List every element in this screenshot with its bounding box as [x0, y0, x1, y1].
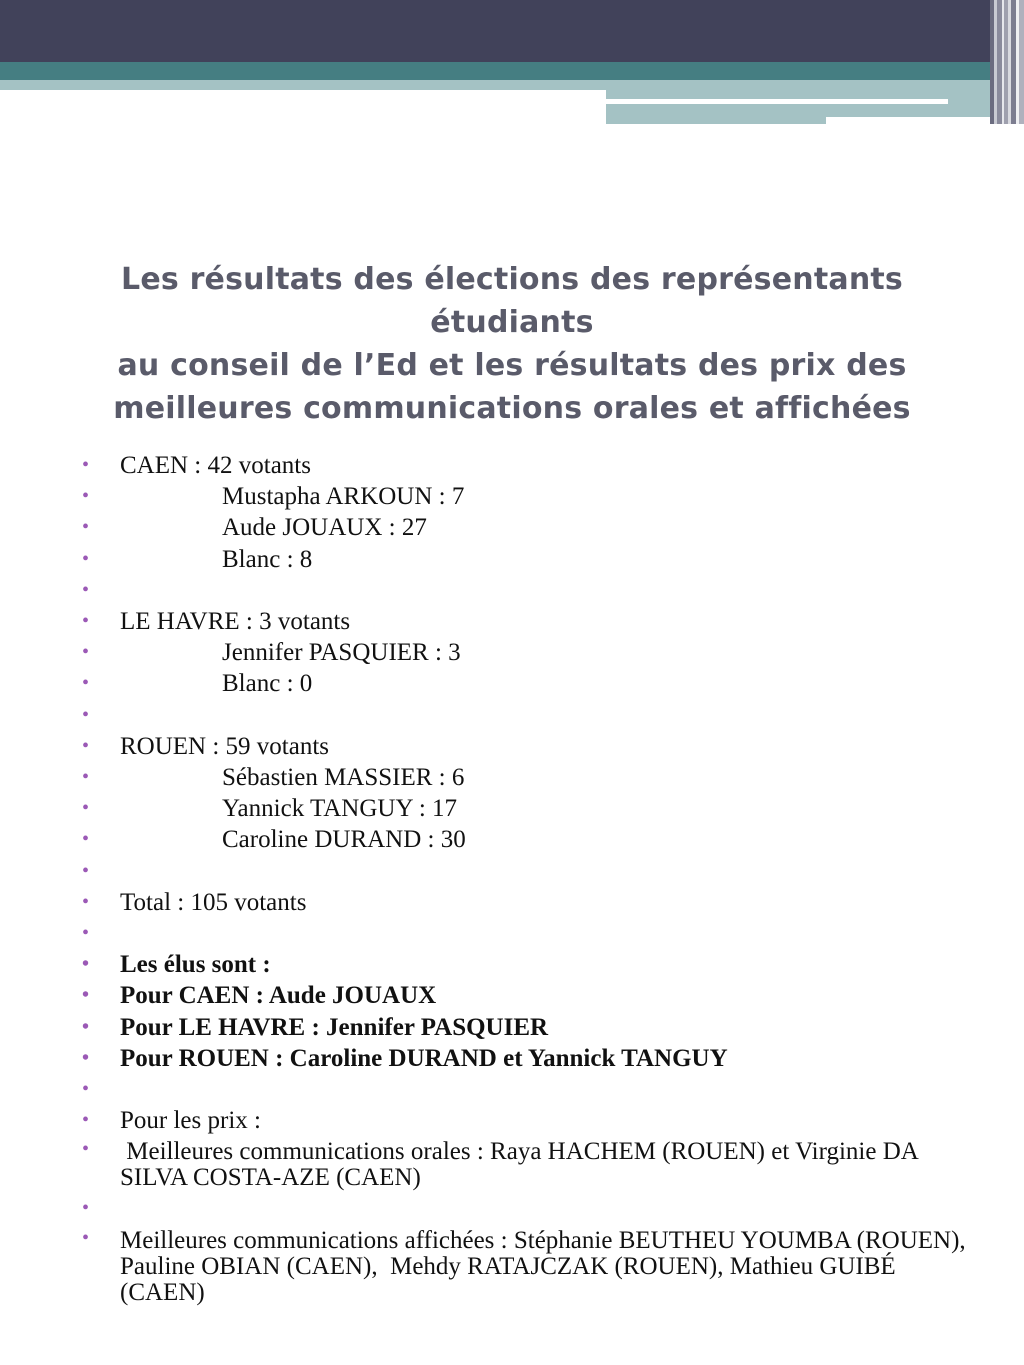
slide-title	[40, 258, 984, 430]
list-item-candidate: • Aude JOUAUX : 27	[80, 512, 980, 543]
header-teal-bar	[0, 62, 1024, 80]
list-item-elected-rouen: • Pour ROUEN : Caroline DURAND et Yannick TANGUY	[80, 1043, 980, 1074]
list-item-elected-heading: • Les élus sont :	[80, 949, 980, 980]
title-line-1: Les résultats des élections des représentants étudiants	[121, 262, 903, 340]
list-item-lehavre-header: • LE HAVRE : 3 votants	[80, 606, 980, 637]
header-dark-bar	[0, 0, 1024, 62]
header-light-bar-left	[0, 80, 606, 90]
header-stripes	[990, 0, 1024, 124]
header-white-line	[606, 99, 948, 104]
list-item-candidate: • Sébastien MASSIER : 6	[80, 762, 980, 793]
list-item-candidate: • Caroline DURAND : 30	[80, 824, 980, 855]
list-item-total: • Total : 105 votants	[80, 887, 980, 918]
list-item-elected-caen: • Pour CAEN : Aude JOUAUX	[80, 980, 980, 1011]
list-item-empty	[80, 1193, 980, 1224]
list-item-empty	[80, 700, 980, 731]
list-item-blank-votes: • Blanc : 8	[80, 544, 980, 575]
list-item-empty	[80, 1074, 980, 1105]
list-item-caen-header: • CAEN : 42 votants	[80, 450, 980, 481]
list-item-candidate: • Mustapha ARKOUN : 7	[80, 481, 980, 512]
list-item-empty	[80, 575, 980, 606]
list-item-empty	[80, 856, 980, 887]
title-line-3: meilleures communications orales et affichées	[113, 391, 911, 426]
list-item-candidate: • Jennifer PASQUIER : 3	[80, 637, 980, 668]
list-item-empty	[80, 918, 980, 949]
list-item-candidate: • Yannick TANGUY : 17	[80, 793, 980, 824]
list-item-elected-lehavre: • Pour LE HAVRE : Jennifer PASQUIER	[80, 1012, 980, 1043]
list-item-rouen-header: • ROUEN : 59 votants	[80, 731, 980, 762]
title-line-2: au conseil de l’Ed et les résultats des prix des	[117, 348, 907, 383]
header-white-cut	[826, 117, 1004, 124]
list-item-poster-prize: • Meilleures communications affichées : Stéphanie BEUTHEU YOUMBA (ROUEN), Pauline OBIAN (CAEN), Mehdy RATAJCZAK (ROUEN), Mathieu GUIBÉ (CAEN)	[80, 1225, 980, 1308]
list-item-blank-votes: • Blanc : 0	[80, 668, 980, 699]
list-item-oral-prize: • Meilleures communications orales : Raya HACHEM (ROUEN) et Virginie DA SILVA COSTA-AZE (CAEN)	[80, 1136, 980, 1193]
list-item-prizes-heading: • Pour les prix :	[80, 1105, 980, 1136]
results-list	[80, 450, 980, 1308]
